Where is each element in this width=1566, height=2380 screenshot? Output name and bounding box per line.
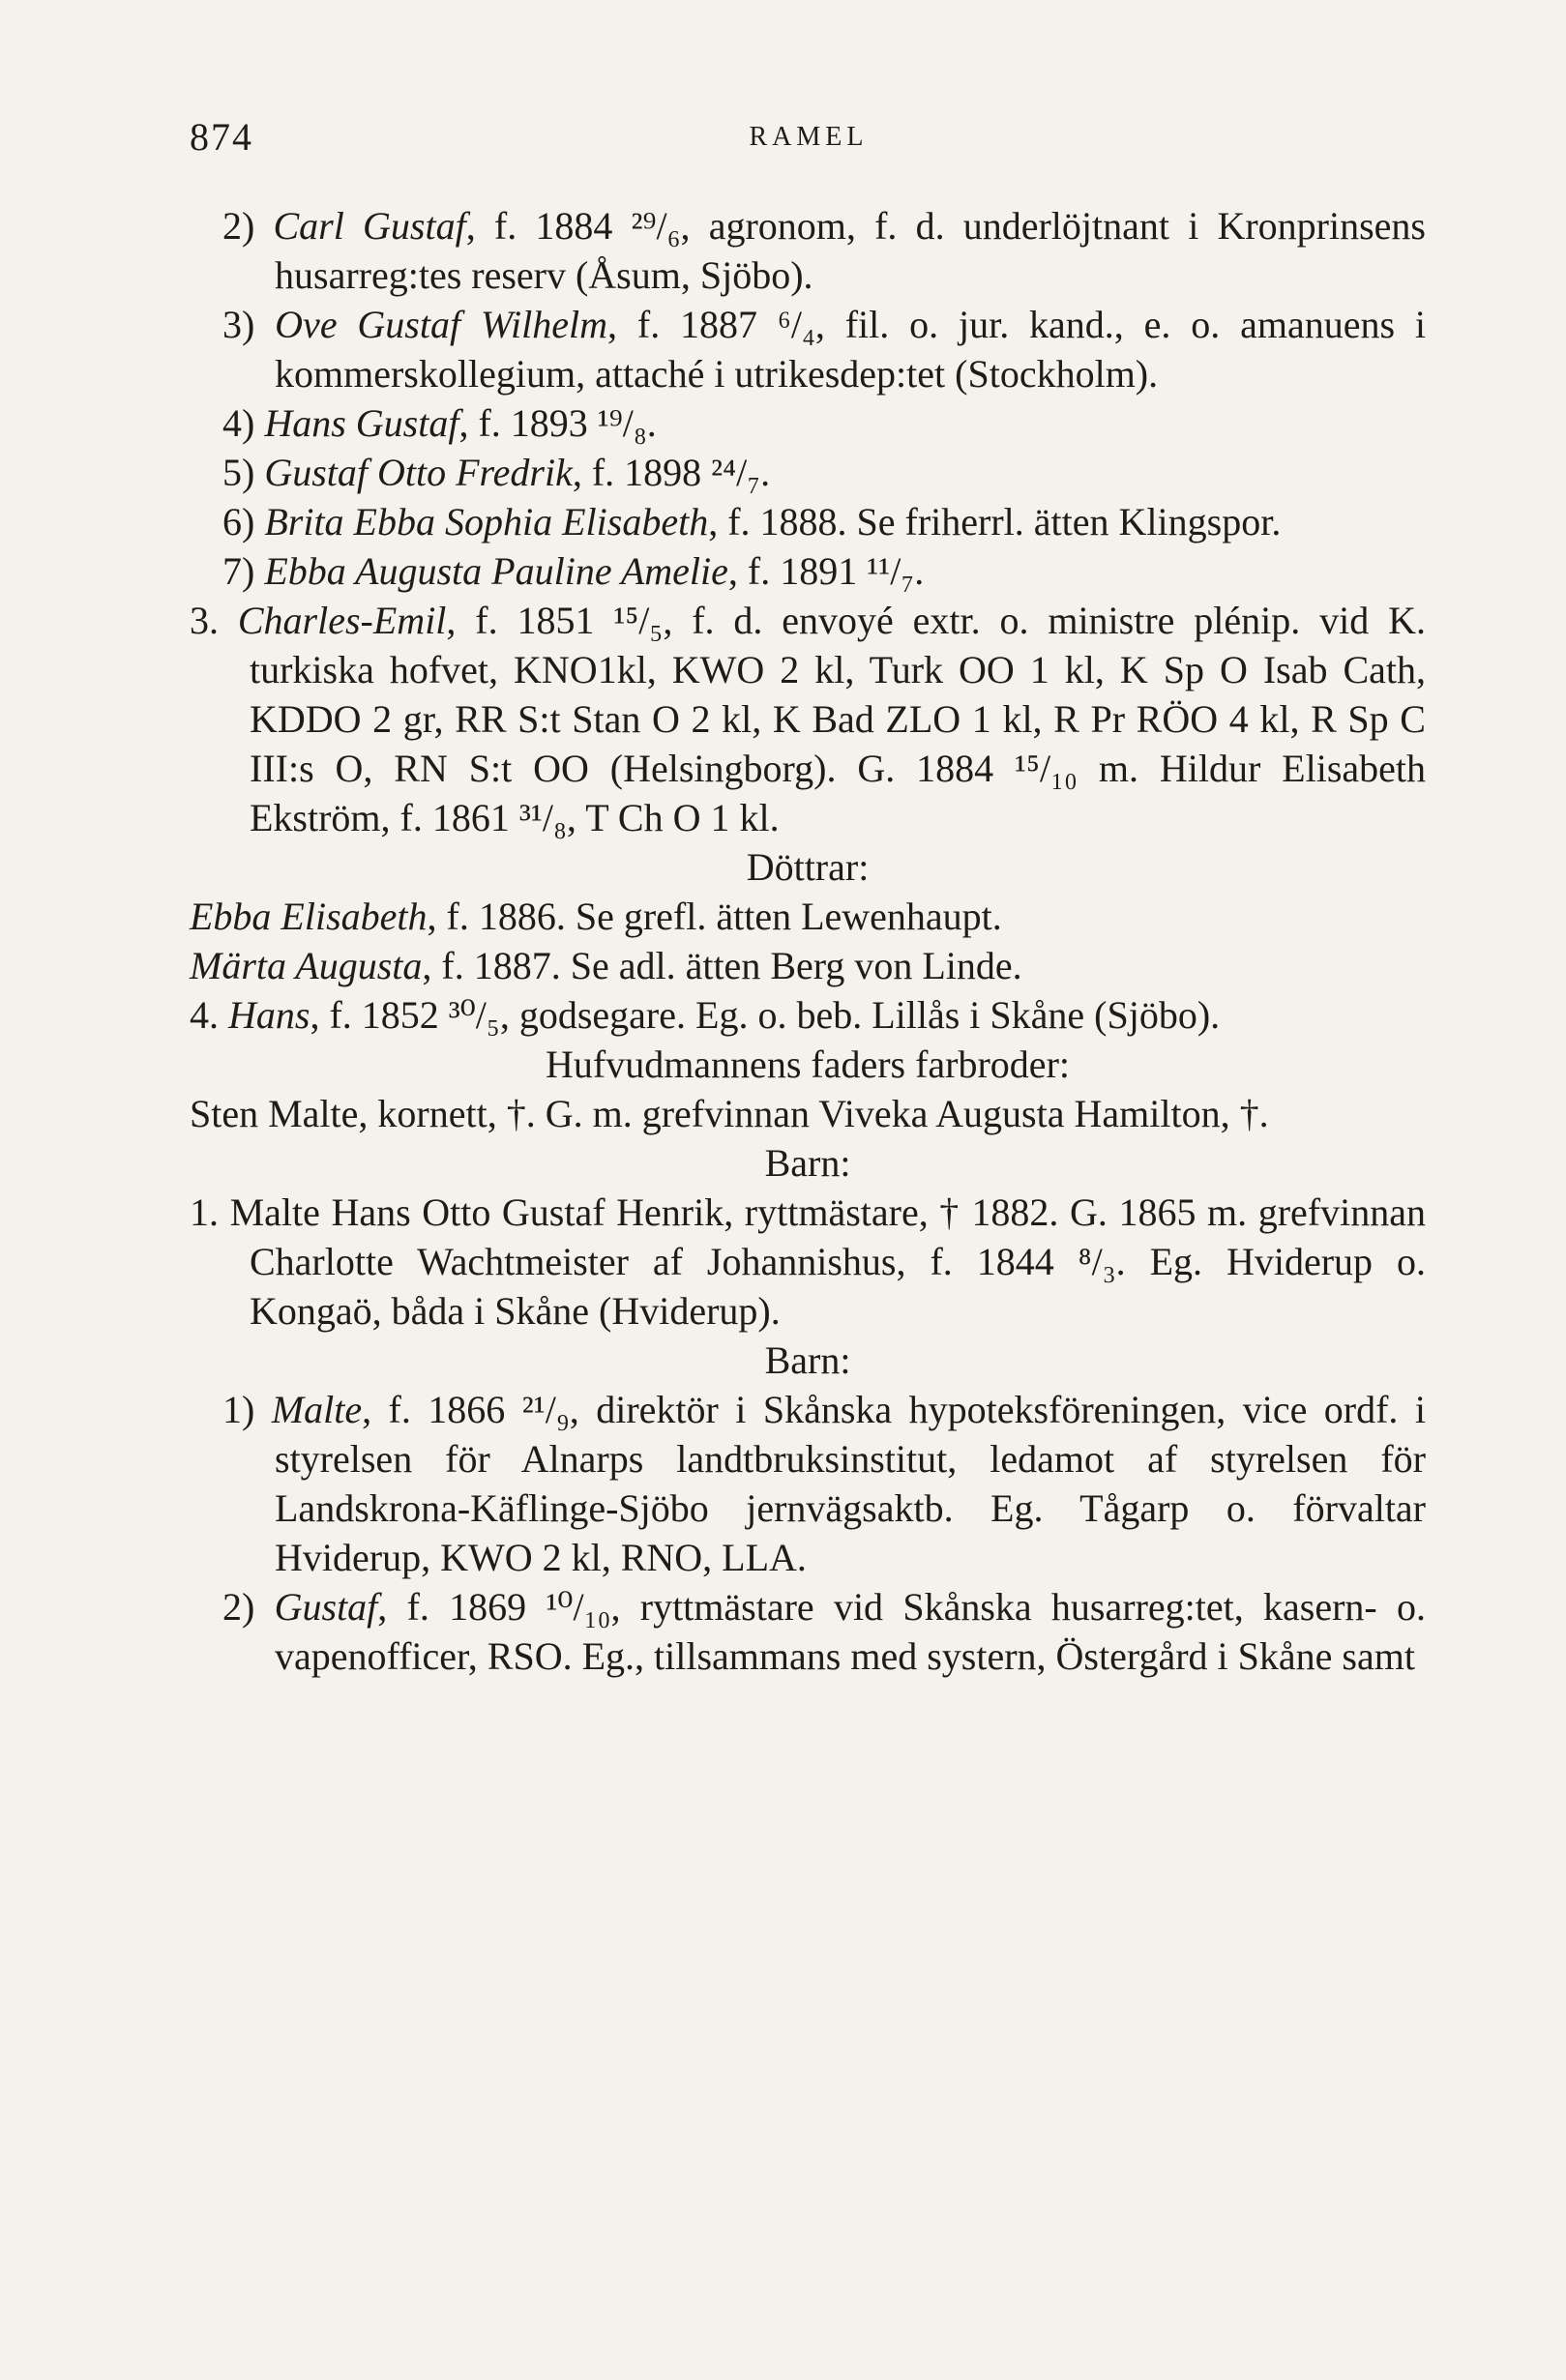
heading-dottrar: Döttrar: <box>746 845 870 889</box>
entry-ebba-augusta: 7) Ebba Augusta Pauline Amelie, f. 1891 ¹¹/₇. <box>222 549 925 593</box>
page-header <box>190 114 1428 172</box>
person-name: Ebba Augusta Pauline Amelie <box>264 549 728 593</box>
heading-barn: Barn: <box>764 1141 851 1185</box>
person-name: Gustaf Otto Fredrik <box>264 451 573 494</box>
person-name: Hans Gustaf <box>264 401 459 445</box>
entry-malte: 1) Malte, f. 1866 ²¹/₉, direktör i Skånska hypoteksföreningen, vice ordf. i styrelsen för Alnarps landtbruksinstitut, ledamot af styrelsen för Landskrona-Käflinge-Sjöbo jernvägsaktb. Eg. Tågarp o. förvaltar Hviderup, KWO 2 kl, RNO, LLA. <box>222 1388 1426 1579</box>
person-name: Märta Augusta <box>190 944 423 987</box>
person-name: Charles-Emil <box>237 599 447 642</box>
person-name: Gustaf <box>274 1585 378 1629</box>
entry-brita-ebba: 6) Brita Ebba Sophia Elisabeth, f. 1888. Se friherrl. ätten Klingspor. <box>222 500 1282 544</box>
entry-hans: 4. Hans, f. 1852 ³⁰/₅, godsegare. Eg. o. beb. Lillås i Skåne (Sjöbo). <box>190 993 1221 1037</box>
person-name: Hans <box>228 993 310 1037</box>
entry-sten-malte: Sten Malte, kornett, †. G. m. grefvinnan Viveka Augusta Hamilton, †. <box>190 1092 1269 1135</box>
person-name: Malte <box>271 1388 363 1431</box>
daughter-marta-augusta: Märta Augusta, f. 1887. Se adl. ätten Berg von Linde. <box>190 944 1022 987</box>
entry-hans-gustaf: 4) Hans Gustaf, f. 1893 ¹⁹/₈. <box>222 401 657 445</box>
entry-ove-gustaf-wilhelm: 3) Ove Gustaf Wilhelm, f. 1887 ⁶/₄, fil. o. jur. kand., e. o. amanuens i kommerskollegium, attaché i utrikesdep:tet (Stockholm). <box>222 303 1426 396</box>
entry-malte-hans: 1. Malte Hans Otto Gustaf Henrik, ryttmästare, † 1882. G. 1865 m. grefvinnan Charlotte Wachtmeister af Johannishus, f. 1844 ⁸/₃. Eg. Hviderup o. Kongaö, båda i Skåne (Hviderup). <box>190 1190 1426 1333</box>
entry-gustaf: 2) Gustaf, f. 1869 ¹⁰/₁₀, ryttmästare vid Skånska husarreg:tet, kasern- o. vapenofficer, RSO. Eg., tillsammans med systern, Östergård i Skåne samt <box>222 1585 1427 1678</box>
heading-barn-2: Barn: <box>764 1338 851 1382</box>
person-name: Brita Ebba Sophia Elisabeth <box>264 500 709 544</box>
daughter-ebba-elisabeth: Ebba Elisabeth, f. 1886. Se grefl. ätten Lewenhaupt. <box>190 895 1002 938</box>
person-name: Ebba Elisabeth <box>190 895 428 938</box>
entry-carl-gustaf: 2) Carl Gustaf, f. 1884 ²⁹/₆, agronom, f. d. underlöjtnant i Kronprinsens husarreg:tes reserv (Åsum, Sjöbo). <box>222 204 1426 297</box>
entry-gustaf-otto-fredrik: 5) Gustaf Otto Fredrik, f. 1898 ²⁴/₇. <box>222 451 771 494</box>
entry-charles-emil: 3. Charles-Emil, f. 1851 ¹⁵/₅, f. d. envoyé extr. o. ministre plénip. vid K. turkiska hofvet, KNO1kl, KWO 2 kl, Turk OO 1 kl, K Sp O Isab Cath, KDDO 2 gr, RR S:t Stan O 2 kl, K Bad ZLO 1 kl, R Pr RÖO 4 kl, R Sp C III:s O, RN S:t OO (Helsingborg). G. 1884 ¹⁵/₁₀ m. Hildur Elisabeth Ekström, f. 1861 ³¹/₈, T Ch O 1 kl. <box>190 599 1427 839</box>
heading-farbroder: Hufvudmannens faders farbroder: <box>545 1043 1070 1086</box>
running-head: RAMEL <box>749 122 869 152</box>
page-body <box>190 201 1426 1681</box>
page-number: 874 <box>190 115 253 159</box>
person-name: Ove Gustaf Wilhelm <box>275 303 608 346</box>
person-name: Carl Gustaf <box>273 204 466 248</box>
